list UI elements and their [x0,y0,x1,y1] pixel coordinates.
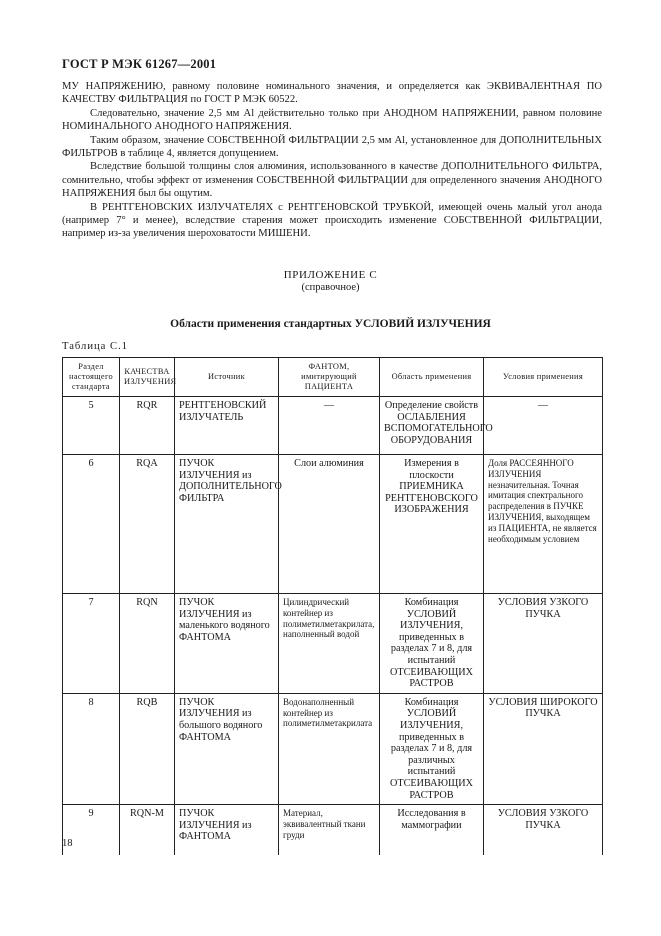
cell-area: Комбинация УСЛОВИЙ ИЗЛУЧЕНИЯ, приведенных в разделах 7 и 8, для различных испытаний ОТСЕИВАЮЩИХ РАСТРОВ [380,693,484,804]
cell-area: Определение свойств ОСЛАБЛЕНИЯ ВСПОМОГАТЕЛЬНОГО ОБОРУДОВАНИЯ [380,397,484,455]
body-text [62,80,602,241]
cell-phantom: Материал, эквивалентный ткани груди [279,805,380,855]
cell-phantom: Водонаполненный контейнер из полиметилметакрилата [279,693,380,804]
document-header: ГОСТ Р МЭК 61267—2001 [62,57,217,71]
cell-section: 8 [63,693,120,804]
cell-quality: RQA [120,455,175,594]
table-label: Таблица С.1 [62,341,129,352]
appendix-subtitle: (справочное) [301,282,360,293]
table-row [63,397,603,455]
cell-conditions: — [484,397,603,455]
cell-source: ПУЧОК ИЗЛУЧЕНИЯ из большого водяного ФАНТОМА [175,693,279,804]
table-header-row [63,358,603,397]
paragraph: Вследствие большой толщины слоя алюминия, использованного в качестве ДОПОЛНИТЕЛЬНОГО ФИЛЬТРА, сомнительно, чтобы эффект от изменения СОБСТВЕННОЙ ФИЛЬТРАЦИИ для определенного значения АНОДНОГО НАПРЯЖЕНИЯ был бы ощутим. [62,161,602,200]
cell-section: 5 [63,397,120,455]
table-row [63,693,603,804]
cell-conditions: УСЛОВИЯ УЗКОГО ПУЧКА [484,805,603,855]
cell-area: Комбинация УСЛОВИЙ ИЗЛУЧЕНИЯ, приведенных в разделах 7 и 8, для испытаний ОТСЕИВАЮЩИХ РАСТРОВ [380,594,484,694]
cell-source: ПУЧОК ИЗЛУЧЕНИЯ из ФАНТОМА [175,805,279,855]
cell-conditions: УСЛОВИЯ УЗКОГО ПУЧКА [484,594,603,694]
table-row [63,805,603,855]
cell-quality: RQB [120,693,175,804]
cell-section: 6 [63,455,120,594]
paragraph: В РЕНТГЕНОВСКИХ ИЗЛУЧАТЕЛЯХ с РЕНТГЕНОВСКОЙ ТРУБКОЙ, имеющей очень малый угол анода (например 7° и менее), вследствие старения может происходить изменение СОБСТВЕННОЙ ФИЛЬТРАЦИИ, например из-за увеличения шероховатости МИШЕНИ. [62,201,602,240]
column-header: ФАНТОМ, имитирующий ПАЦИЕНТА [279,358,380,397]
column-header: Раздел настоящего стандарта [63,358,120,397]
cell-section: 7 [63,594,120,694]
paragraph: МУ НАПРЯЖЕНИЮ, равному половине номинального значения, и определяется как ЭКВИВАЛЕНТНАЯ ПО КАЧЕСТВУ ФИЛЬТРАЦИЯ по ГОСТ Р МЭК 60522. [62,81,602,106]
cell-quality: RQR [120,397,175,455]
conditions-table [62,357,603,855]
page-number: 18 [62,838,73,849]
cell-source: ПУЧОК ИЗЛУЧЕНИЯ из ДОПОЛНИТЕЛЬНОГО ФИЛЬТРА [175,455,279,594]
cell-source: РЕНТГЕНОВСКИЙ ИЗЛУЧАТЕЛЬ [175,397,279,455]
cell-phantom: Слои алюминия [279,455,380,594]
cell-phantom: Цилиндрический контейнер из полиметилметакрилата, наполненный водой [279,594,380,694]
column-header: КАЧЕСТВА ИЗЛУЧЕНИЯ [120,358,175,397]
cell-quality: RQN-M [120,805,175,855]
cell-conditions: Доля РАССЕЯННОГО ИЗЛУЧЕНИЯ незначительная. Точная имитация спектрального распределения в ПУЧКЕ ИЗЛУЧЕНИЯ, выходящем из ПАЦИЕНТА, не является необходимым условием [484,455,603,594]
table-title: Области применения стандартных УСЛОВИЙ ИЗЛУЧЕНИЯ [170,318,491,330]
column-header: Область применения [380,358,484,397]
table-row [63,455,603,594]
paragraph: Следовательно, значение 2,5 мм Al действительно только при АНОДНОМ НАПРЯЖЕНИИ, равном половине НОМИНАЛЬНОГО АНОДНОГО НАПРЯЖЕНИЯ. [62,107,602,133]
paragraph: Таким образом, значение СОБСТВЕННОЙ ФИЛЬТРАЦИИ 2,5 мм Al, установленное для ДОПОЛНИТЕЛЬНЫХ ФИЛЬТРОВ в таблице 4, является допущением. [62,134,602,160]
cell-source: ПУЧОК ИЗЛУЧЕНИЯ из маленького водяного ФАНТОМА [175,594,279,694]
cell-phantom: — [279,397,380,455]
cell-area: Исследования в маммографии [380,805,484,855]
cell-area: Измерения в плоскости ПРИЕМНИКА РЕНТГЕНОВСКОГО ИЗОБРАЖЕНИЯ [380,455,484,594]
column-header: Источник [175,358,279,397]
cell-section: 9 [63,805,120,855]
column-header: Условия применения [484,358,603,397]
appendix-title: ПРИЛОЖЕНИЕ С [283,269,378,281]
table-row [63,594,603,694]
cell-conditions: УСЛОВИЯ ШИРОКОГО ПУЧКА [484,693,603,804]
cell-quality: RQN [120,594,175,694]
